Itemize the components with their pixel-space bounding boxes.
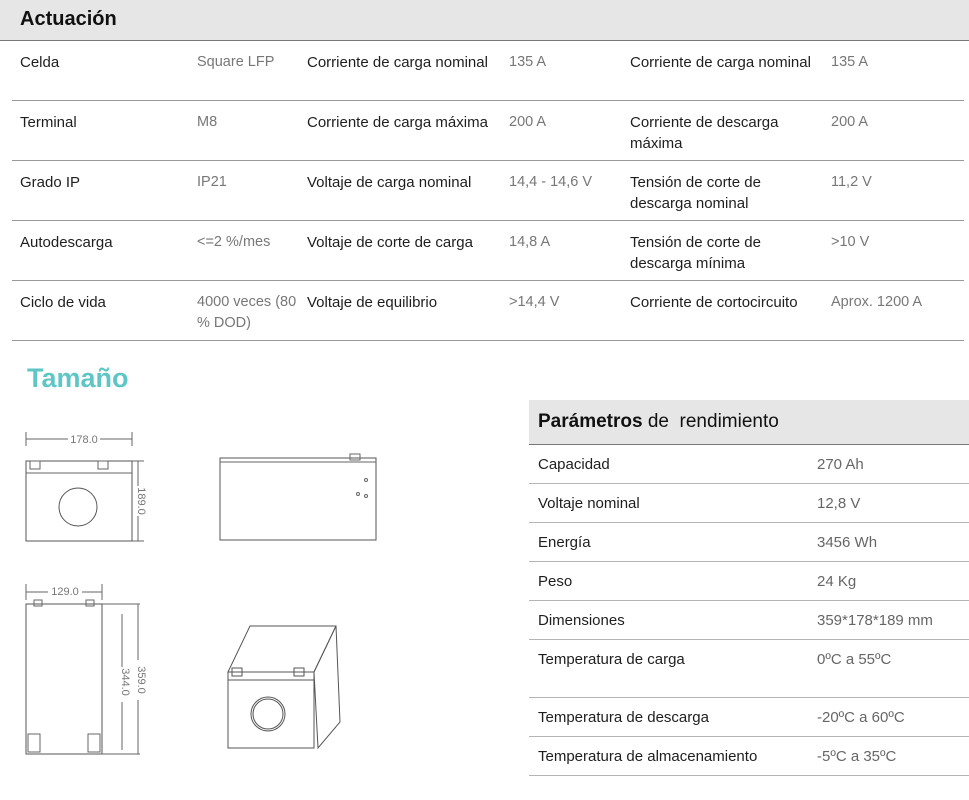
rendimiento-title-bold: Parámetros — [538, 411, 643, 432]
tamano-title: Tamaño — [27, 363, 129, 393]
table-row — [12, 221, 964, 281]
cell-label: Corriente de cortocircuito — [630, 294, 798, 311]
dim-side-height-outer: 359.0 — [135, 666, 147, 694]
cell-label: Tensión de corte de descarga nominal — [630, 174, 761, 212]
table-row — [529, 640, 969, 698]
rendimiento-table — [529, 400, 969, 776]
table-row — [12, 281, 964, 341]
actuacion-header — [0, 0, 969, 41]
top-view-drawing — [214, 450, 384, 545]
table-row — [12, 101, 964, 161]
cell-value: 200 A — [831, 114, 869, 130]
cell-value: 14,8 A — [509, 234, 551, 250]
cell-label: Voltaje de corte de carga — [307, 234, 473, 251]
cell-value: M8 — [197, 114, 218, 130]
param-value: 3456 Wh — [817, 534, 878, 551]
param-value: 0ºC a 55ºC — [817, 651, 892, 668]
cell-label: Corriente de descarga máxima — [630, 114, 779, 152]
isometric-view-drawing — [218, 618, 348, 758]
cell-value: 14,4 - 14,6 V — [509, 174, 593, 190]
param-value: 270 Ah — [817, 456, 864, 473]
table-row — [529, 737, 969, 776]
table-row — [529, 698, 969, 737]
param-value: -20ºC a 60ºC — [817, 709, 905, 726]
param-value: 12,8 V — [817, 495, 861, 512]
cell-value: 11,2 V — [831, 174, 872, 190]
cell-value: >14,4 V — [509, 294, 560, 310]
cell-label: Autodescarga — [20, 234, 113, 251]
cell-label: Grado IP — [20, 174, 81, 191]
dim-side-height-inner: 344.0 — [119, 668, 131, 696]
front-view-drawing — [20, 428, 150, 546]
cell-label: Voltaje de equilibrio — [307, 294, 438, 311]
cell-value: <=2 %/mes — [197, 234, 271, 250]
dim-front-width: 178.0 — [70, 434, 98, 446]
table-row — [529, 523, 969, 562]
cell-label: Ciclo de vida — [20, 294, 106, 311]
cell-value: 200 A — [509, 114, 547, 130]
table-row — [529, 601, 969, 640]
param-value: 359*178*189 mm — [817, 612, 933, 629]
param-value: -5ºC a 35ºC — [817, 748, 897, 765]
cell-label: Terminal — [20, 114, 77, 131]
rendimiento-header — [529, 400, 969, 445]
rendimiento-title — [538, 411, 779, 433]
table-row — [529, 445, 969, 484]
param-label: Capacidad — [538, 456, 610, 473]
cell-value: Aprox. 1200 A — [831, 294, 923, 310]
table-row — [529, 562, 969, 601]
actuacion-table — [12, 41, 964, 341]
cell-value: Square LFP — [197, 54, 275, 70]
param-label: Temperatura de descarga — [538, 709, 709, 726]
table-row — [12, 161, 964, 221]
cell-value: 135 A — [509, 54, 547, 70]
cell-value: >10 V — [831, 234, 870, 250]
cell-label: Corriente de carga nominal — [307, 54, 488, 71]
rendimiento-title-rest: de rendimiento — [647, 411, 779, 432]
param-label: Voltaje nominal — [538, 495, 640, 512]
table-row — [529, 484, 969, 523]
param-label: Temperatura de carga — [538, 651, 685, 668]
param-value: 24 Kg — [817, 573, 857, 590]
dim-side-width: 129.0 — [51, 586, 79, 598]
cell-label: Corriente de carga máxima — [307, 114, 488, 131]
cell-value: 135 A — [831, 54, 869, 70]
table-row — [12, 41, 964, 101]
dim-front-height: 189.0 — [135, 487, 147, 515]
param-label: Temperatura de almacenamiento — [538, 748, 758, 765]
cell-value: 4000 veces (80 % DOD) — [197, 294, 297, 331]
actuacion-title: Actuación — [20, 8, 117, 30]
param-label: Peso — [538, 573, 573, 590]
cell-value: IP21 — [197, 174, 227, 190]
cell-label: Tensión de corte de descarga mínima — [630, 234, 761, 272]
cell-label: Celda — [20, 54, 60, 71]
param-label: Dimensiones — [538, 612, 625, 629]
cell-label: Voltaje de carga nominal — [307, 174, 472, 191]
side-view-drawing — [20, 582, 160, 762]
cell-label: Corriente de carga nominal — [630, 54, 811, 71]
param-label: Energía — [538, 534, 591, 551]
